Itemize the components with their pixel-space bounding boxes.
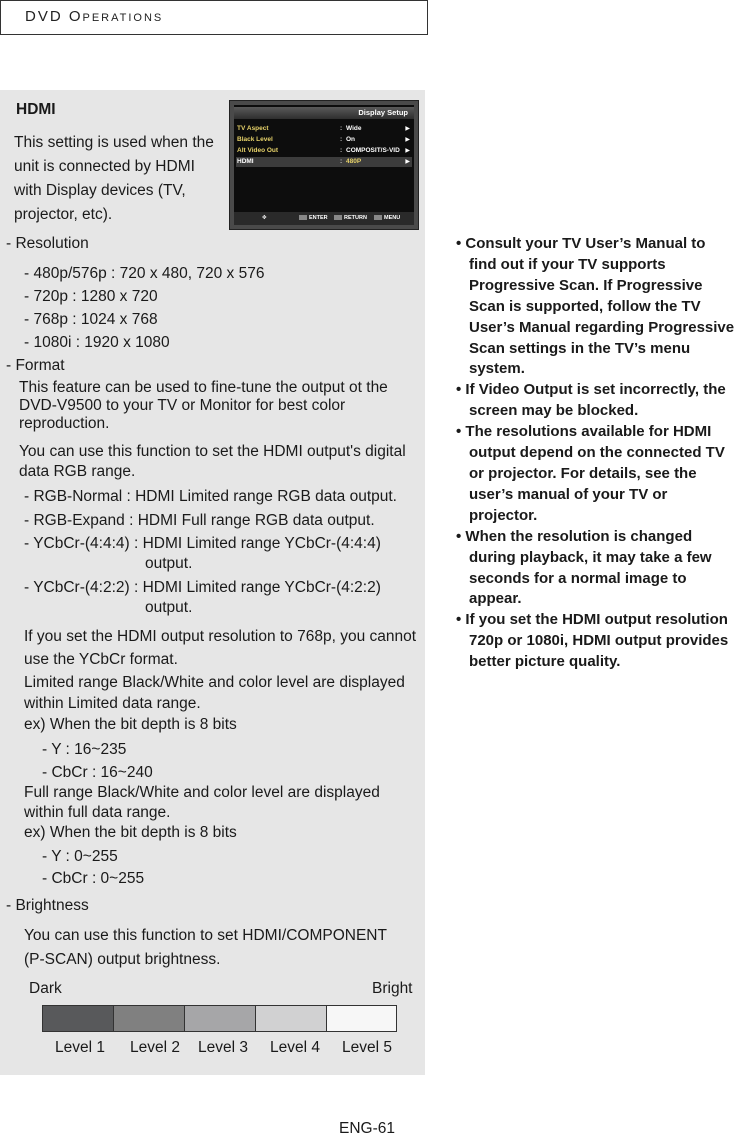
brightness-level-label: Level 3 [198, 1039, 248, 1056]
format-line: This feature can be used to fine-tune the output ot the [19, 379, 388, 396]
format-item-cont: output. [145, 555, 193, 572]
note-item: • The resolutions available for HDMI output depend on the connected TV or projector. For details, see the user’s manual of your TV or projector. [456, 423, 725, 524]
format-full-values [42, 846, 144, 890]
brightness-heading: - Brightness [6, 897, 89, 914]
format-item: - YCbCr-(4:2:2) : HDMI Limited range YCbCr-(4:2:2) [24, 579, 381, 596]
format-item: - RGB-Expand : HDMI Full range RGB data output. [24, 512, 375, 529]
tv-row-colon: : [340, 125, 343, 132]
format-line: use the YCbCr format. [24, 651, 178, 668]
format-line: - CbCr : 16~240 [42, 764, 153, 781]
format-line: Full range Black/White and color level are displayed [24, 784, 380, 801]
brightness-level-label: Level 4 [270, 1039, 320, 1056]
format-limited [24, 672, 405, 735]
brightness-level-5-swatch [326, 1005, 397, 1032]
brightness-level-1-swatch [42, 1005, 114, 1032]
resolution-item: - 480p/576p : 720 x 480, 720 x 576 [24, 265, 265, 282]
format-item: - RGB-Normal : HDMI Limited range RGB data output. [24, 488, 397, 505]
format-line: Limited range Black/White and color level are displayed [24, 674, 405, 691]
format-heading: - Format [6, 357, 65, 374]
format-full [24, 783, 380, 843]
tv-row-colon: : [340, 147, 343, 154]
play-arrow-icon: ▶ [405, 137, 410, 143]
tv-menu-row [236, 135, 412, 145]
tv-row-label: HDMI [237, 158, 254, 165]
format-line: ex) When the bit depth is 8 bits [24, 716, 237, 733]
format-note-768 [24, 625, 416, 671]
brightness-level-3-swatch [184, 1005, 256, 1032]
tv-row-value: 480P [346, 158, 362, 165]
page-number: ENG-61 [339, 1120, 395, 1137]
format-line: If you set the HDMI output resolution to 768p, you cannot [24, 628, 417, 645]
notes-column [456, 234, 734, 673]
brightness-level-4-swatch [255, 1005, 327, 1032]
tv-menu-row [236, 124, 412, 134]
return-key: RETURN [334, 212, 367, 225]
dpad-icon: ✥ [262, 215, 267, 221]
tv-screen [234, 105, 414, 225]
tv-row-value: Wide [346, 125, 362, 132]
format-line: - Y : 0~255 [42, 848, 118, 865]
note-item: • When the resolution is changed during playback, it may take a few seconds for a normal image to appear. [456, 527, 712, 608]
tv-row-value: COMPOSIT/S-VID [346, 147, 400, 154]
resolution-heading: - Resolution [6, 235, 89, 252]
hdmi-description: This setting is used when the unit is connected by HDMI with Display devices (TV, projector, etc). [14, 134, 214, 223]
resolution-item: - 720p : 1280 x 720 [24, 288, 158, 305]
note-item: • If Video Output is set incorrectly, the screen may be blocked. [456, 381, 726, 420]
tv-row-colon: : [340, 136, 343, 143]
format-line: ex) When the bit depth is 8 bits [24, 824, 237, 841]
section-title: DVD Operations [25, 8, 164, 25]
brightness-line: (P-SCAN) output brightness. [24, 951, 221, 968]
resolution-item: - 1080i : 1920 x 1080 [24, 334, 170, 351]
play-arrow-icon: ▶ [405, 126, 410, 132]
tv-row-colon: : [340, 158, 343, 165]
brightness-level-label: Level 2 [130, 1039, 180, 1056]
tv-menu-screenshot [229, 100, 419, 230]
tv-menu-footer [234, 212, 414, 225]
brightness-level-label: Level 1 [55, 1039, 105, 1056]
brightness-line: You can use this function to set HDMI/COMPONENT [24, 927, 387, 944]
play-arrow-icon: ▶ [405, 148, 410, 154]
brightness-level-2-swatch [113, 1005, 185, 1032]
tv-row-label: Black Level [237, 136, 273, 143]
format-line: - CbCr : 0~255 [42, 870, 145, 887]
resolution-item: - 768p : 1024 x 768 [24, 311, 158, 328]
tv-row-label: TV Aspect [237, 125, 269, 132]
format-line: within Limited data range. [24, 695, 201, 712]
brightness-dark-label: Dark [29, 980, 62, 997]
brightness-bright-label: Bright [372, 980, 413, 997]
enter-key: ENTER [299, 212, 328, 225]
hdmi-title: HDMI [16, 101, 56, 118]
format-line: reproduction. [19, 415, 110, 432]
format-item-cont: output. [145, 599, 193, 616]
format-line: - Y : 16~235 [42, 741, 127, 758]
tv-row-value: On [346, 136, 356, 143]
tv-menu-row [236, 146, 412, 156]
format-paragraph [19, 442, 406, 482]
format-line: within full data range. [24, 804, 171, 821]
format-line: You can use this function to set the HDMI output's digital [19, 443, 406, 460]
section-header [0, 0, 428, 35]
format-item: - YCbCr-(4:4:4) : HDMI Limited range YCbCr-(4:4:4) [24, 535, 381, 552]
format-line: data RGB range. [19, 463, 136, 480]
brightness-text [24, 924, 387, 972]
tv-row-label: Alt Video Out [237, 147, 279, 154]
brightness-level-label: Level 5 [342, 1039, 392, 1056]
format-limited-values [42, 738, 153, 784]
tv-menu-row-selected [236, 157, 412, 167]
tv-menu-title: Display Setup [234, 107, 414, 119]
format-paragraph [19, 379, 388, 433]
menu-key: MENU [374, 212, 400, 225]
note-item: • Consult your TV User’s Manual to find out if your TV supports Progressive Scan. If Progressive Scan is supported, follow the TV User’s Manual regarding Progressive Scan settings in the TV’s menu system. [456, 235, 734, 378]
note-item: • If you set the HDMI output resolution 720p or 1080i, HDMI output provides better picture quality. [456, 611, 729, 671]
play-arrow-icon: ▶ [405, 159, 410, 165]
format-line: DVD-V9500 to your TV or Monitor for best color [19, 397, 346, 414]
